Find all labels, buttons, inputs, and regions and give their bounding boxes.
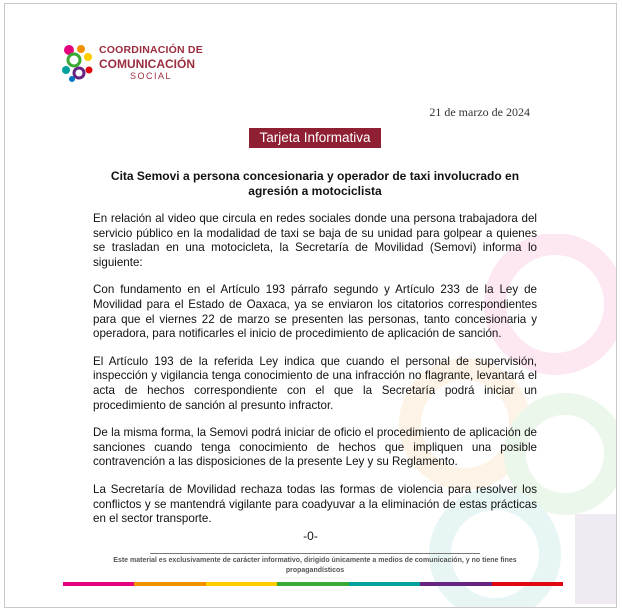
- color-stripe-segment: [277, 582, 348, 586]
- footer-divider: [150, 553, 480, 554]
- body-paragraph: El Artículo 193 de la referida Ley indica que cuando el personal de supervisión, inspección y vigilancia tenga conocimiento de una infracción no flagrante, levantará el acta de hechos correspondiente con el que la Secretaría podrá iniciar un procedimiento de sanción al presunto infractor.: [93, 354, 537, 412]
- organization-logo: [61, 43, 203, 83]
- document-type-badge: Tarjeta Informativa: [249, 128, 381, 148]
- color-stripe-segment: [420, 582, 491, 586]
- color-stripe-segment: [206, 582, 277, 586]
- color-stripe-segment: [349, 582, 420, 586]
- body-paragraph: Con fundamento en el Artículo 193 párrafo segundo y Artículo 233 de la Ley de Movilidad para el Estado de Oaxaca, ya se enviaron los citatorios correspondientes para que el viernes 22 de marzo se presenten las personas, tanto concesionaria y operadora, para notificarles el inicio de procedimiento de aplicación de sanción.: [93, 283, 537, 341]
- color-stripe: [63, 582, 563, 586]
- end-mark: -0-: [303, 529, 318, 543]
- footer-disclaimer: Este material es exclusivamente de carácter informativo, dirigido únicamente a medios de comunicación, y no tiene fines propagandísticos: [113, 557, 517, 574]
- document-body: [93, 212, 537, 540]
- logo-text-line3: SOCIAL: [129, 70, 172, 81]
- logo-text-line1: COORDINACIÓN DE: [99, 44, 203, 57]
- logo-text-line2: COMUNICACIÓN: [99, 56, 195, 71]
- body-paragraph: De la misma forma, la Semovi podrá iniciar de oficio el procedimiento de aplicación de sanciones cuando tenga conocimiento de hechos que impliquen una posible contravención a las disposiciones de la presente Ley y su Reglamento.: [93, 426, 537, 469]
- body-paragraph: La Secretaría de Movilidad rechaza todas las formas de violencia para resolver los conflictos y se mantendrá vigilante para coadyuvar a la eliminación de estas prácticas en el sector transporte.: [93, 482, 537, 526]
- document-date: 21 de marzo de 2024: [429, 105, 530, 119]
- document-title: Cita Semovi a persona concesionaria y operador de taxi involucrado en agresión a motociclista: [110, 169, 520, 198]
- document-page: [4, 3, 617, 608]
- body-paragraph: En relación al video que circula en redes sociales donde una persona trabajadora del servicio público en la modalidad de taxi se baja de su unidad para golpear a quienes se trasladan en una motocicleta, la Secretaría de Movilidad (Semovi) informa lo siguiente:: [93, 212, 537, 269]
- color-stripe-segment: [134, 582, 205, 586]
- color-stripe-segment: [492, 582, 563, 586]
- color-stripe-segment: [63, 582, 134, 586]
- logo-emblem-icon: [61, 43, 93, 83]
